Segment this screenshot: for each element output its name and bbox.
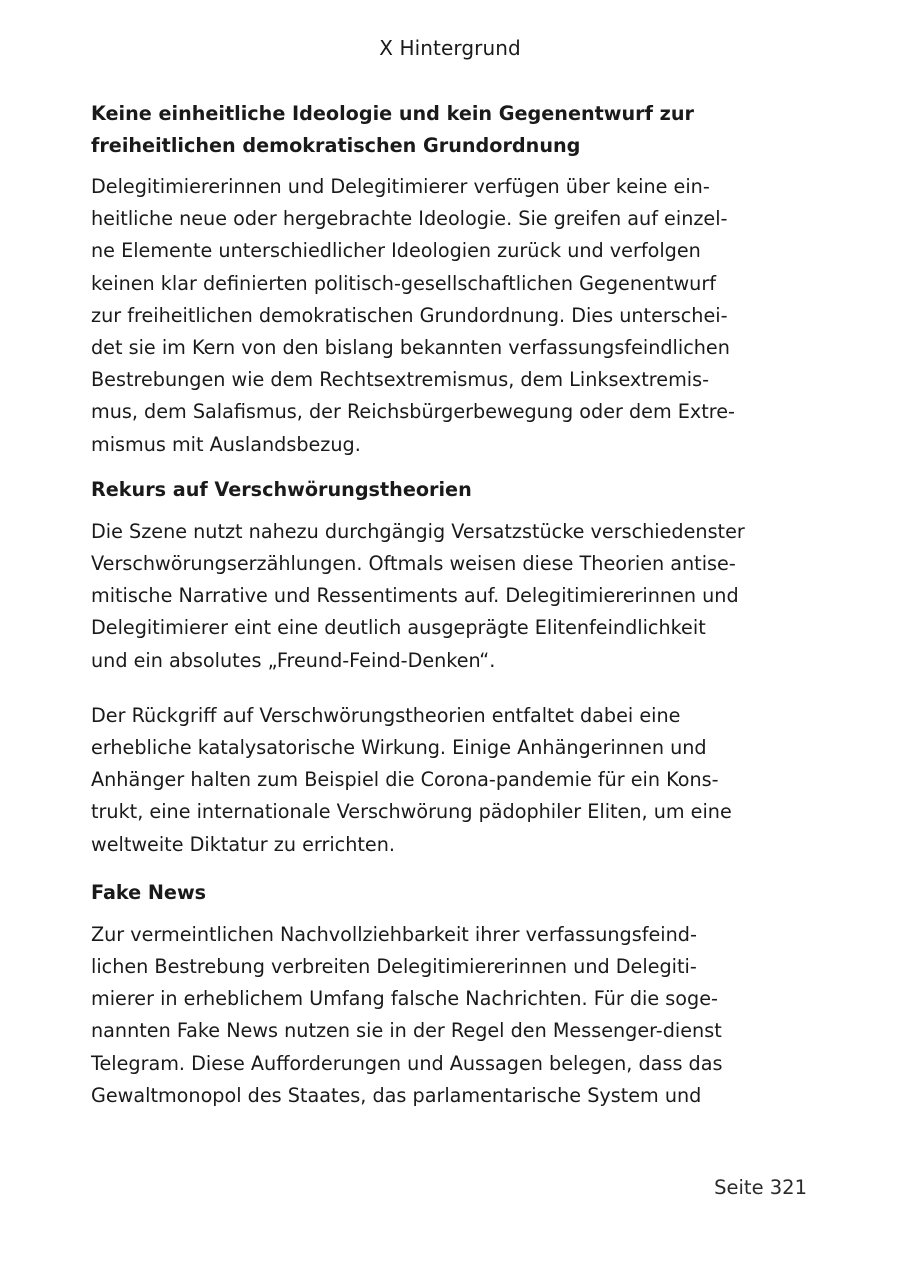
text-line: Anhänger halten zum Beispiel die Corona-pandemie für ein Kons- [91, 768, 719, 792]
text-line: ne Elemente unterschiedlicher Ideologien zurück und verfolgen [91, 239, 701, 263]
text-line: trukt, eine internationale Verschwörung pädophiler Eliten, um eine [91, 800, 732, 824]
text-line: Die Szene nutzt nahezu durchgängig Versatzstücke verschiedenster [91, 519, 745, 543]
text-line: Zur vermeintlichen Nachvollziehbarkeit ihrer verfassungsfeind- [91, 922, 697, 946]
heading-line: Fake News [91, 880, 207, 904]
heading-line: Keine einheitliche Ideologie und kein Gegenentwurf zur [91, 102, 694, 125]
section-heading-ideologie [91, 98, 771, 162]
text-line: mitische Narrative und Ressentiments auf. Delegitimiererinnen und [91, 584, 739, 608]
text-line: Der Rückgriff auf Verschwörungstheorien entfaltet dabei eine [91, 703, 681, 727]
text-line: nannten Fake News nutzen sie in der Regel den Messenger-dienst [91, 1019, 722, 1043]
text-line: heitliche neue oder hergebrachte Ideologie. Sie greifen auf einzel- [91, 207, 728, 231]
text-line: mus, dem Salafismus, der Reichsbürgerbewegung oder dem Extre- [91, 400, 735, 424]
page-number: Seite 321 [714, 1176, 807, 1199]
text-line: zur freiheitlichen demokratischen Grundordnung. Dies unterschei- [91, 303, 728, 327]
text-line: keinen klar definierten politisch-gesellschaftlichen Gegenentwurf [91, 271, 716, 295]
text-line: det sie im Kern von den bislang bekannten verfassungsfeindlichen [91, 336, 730, 360]
text-line: Delegitimiererinnen und Delegitimierer verfügen über keine ein- [91, 175, 710, 198]
text-line: Bestrebungen wie dem Rechtsextremismus, dem Linksextremis- [91, 368, 710, 392]
text-line: lichen Bestrebung verbreiten Delegitimiererinnen und Delegiti- [91, 955, 697, 979]
heading-line: freiheitlichen demokratischen Grundordnung [91, 134, 581, 157]
text-line: Verschwörungserzählungen. Oftmals weisen diese Theorien antise- [91, 552, 736, 576]
document-body [91, 98, 771, 1112]
running-header: X Hintergrund [379, 36, 521, 60]
section-heading-verschwoerung [91, 474, 771, 506]
heading-line: Rekurs auf Verschwörungstheorien [91, 477, 472, 501]
text-line: Telegram. Diese Aufforderungen und Aussagen belegen, dass das [91, 1051, 723, 1075]
text-line: und ein absolutes „Freund-Feind-Denken“. [91, 648, 496, 672]
section-heading-fake-news [91, 877, 771, 909]
text-line: Delegitimierer eint eine deutlich ausgeprägte Elitenfeindlichkeit [91, 616, 706, 640]
text-line: erhebliche katalysatorische Wirkung. Einige Anhängerinnen und [91, 736, 707, 760]
paragraph [91, 919, 771, 1112]
paragraph [91, 516, 771, 677]
text-line: Gewaltmonopol des Staates, das parlamentarische System und [91, 1083, 702, 1107]
paragraph [91, 700, 771, 861]
text-line: weltweite Diktatur zu errichten. [91, 832, 395, 856]
text-line: mierer in erheblichem Umfang falsche Nachrichten. Für die soge- [91, 987, 718, 1011]
paragraph [91, 171, 771, 461]
text-line: mismus mit Auslandsbezug. [91, 432, 361, 456]
